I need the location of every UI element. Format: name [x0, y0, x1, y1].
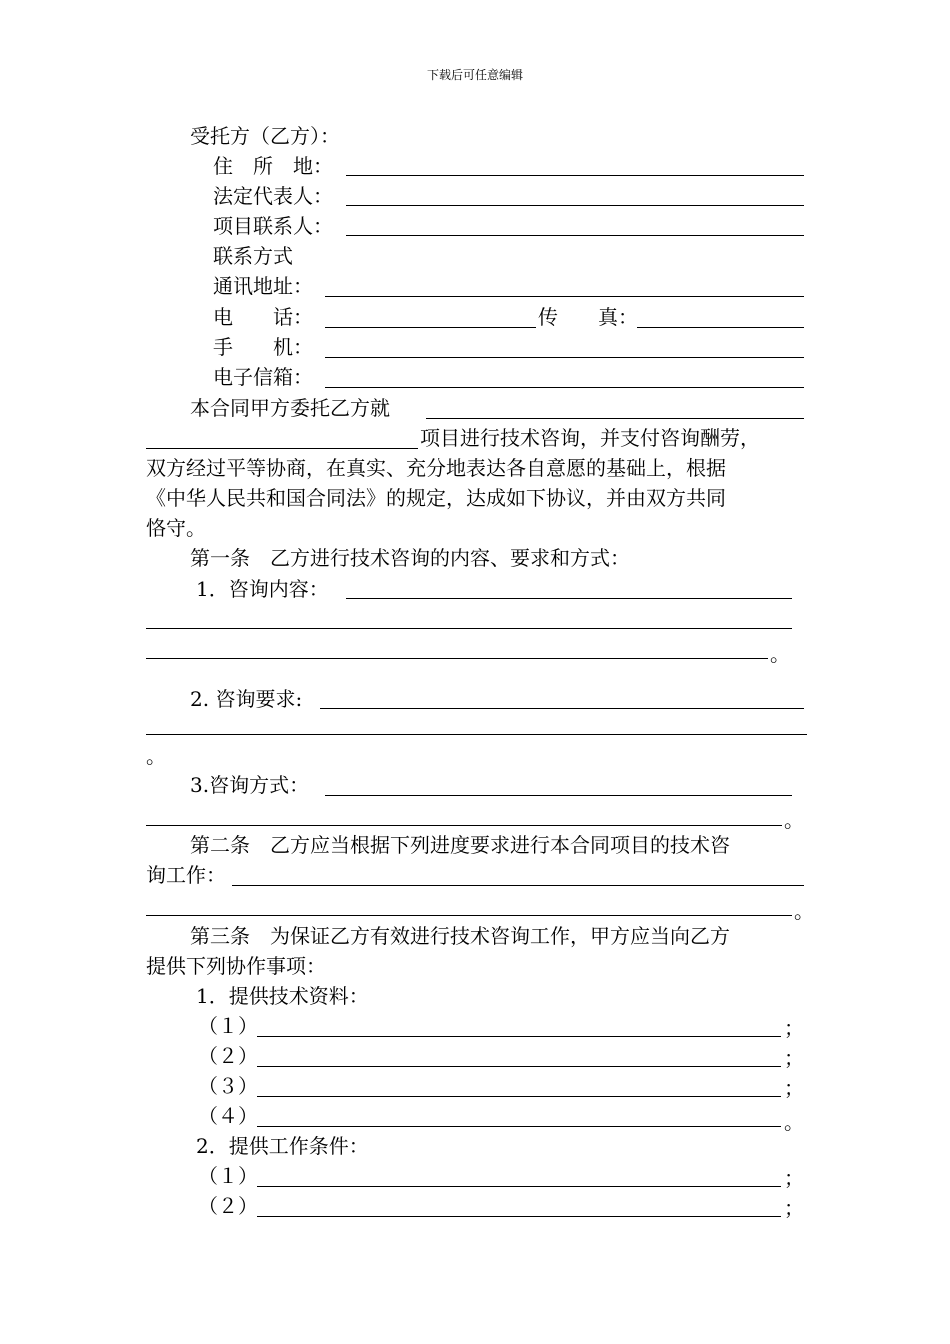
email-line: [325, 387, 804, 388]
phone-line: [325, 327, 536, 328]
requirement-line-1: [320, 708, 804, 709]
mailing-address-label: 通讯地址：: [213, 274, 313, 298]
address-line: [346, 175, 804, 176]
work-item-2-label: （２）: [198, 1194, 258, 1218]
tech-item-4-period: 。: [784, 1110, 804, 1134]
tech-item-3-line: [257, 1096, 781, 1097]
work-conditions-label: 2．提供工作条件：: [196, 1134, 369, 1158]
fax-label: 传 真：: [538, 305, 638, 329]
schedule-line-2: [146, 915, 792, 916]
content-line-1: [346, 598, 792, 599]
party-b-title: 受托方（乙方）：: [190, 124, 340, 148]
requirement-label: 2. 咨询要求:: [190, 687, 303, 711]
project-contact-label: 项目联系人：: [213, 214, 333, 238]
tech-item-3-semicolon: ；: [784, 1076, 804, 1100]
phone-label: 电 话：: [213, 305, 313, 329]
tech-item-2-semicolon: ；: [784, 1046, 804, 1070]
method-period: 。: [784, 808, 804, 832]
article2-line2: 询工作：: [146, 863, 226, 887]
address-label: 住 所 地：: [213, 154, 333, 178]
mobile-line: [325, 357, 804, 358]
article2-line1: 第二条 乙方应当根据下列进度要求进行本合同项目的技术咨: [190, 833, 730, 857]
tech-materials-label: 1．提供技术资料：: [196, 984, 369, 1008]
intro-line1: 本合同甲方委托乙方就: [190, 396, 390, 420]
tech-item-1-line: [257, 1036, 781, 1037]
tech-item-1-label: （１）: [198, 1014, 258, 1038]
work-item-2-semicolon: ；: [784, 1196, 804, 1220]
article1-title: 第一条 乙方进行技术咨询的内容、要求和方式：: [190, 546, 630, 570]
work-item-1-line: [257, 1186, 781, 1187]
project-name-line-2: [146, 448, 418, 449]
contact-method-label: 联系方式: [213, 244, 293, 268]
requirement-line-2: [146, 734, 807, 735]
tech-item-4-line: [257, 1126, 781, 1127]
method-line-1: [325, 795, 792, 796]
legal-rep-line: [346, 205, 804, 206]
fax-line: [637, 327, 804, 328]
method-line-2: [146, 825, 782, 826]
schedule-line-1: [232, 885, 804, 886]
tech-item-2-label: （２）: [198, 1044, 258, 1068]
tech-item-2-line: [257, 1066, 781, 1067]
tech-item-3-label: （３）: [198, 1074, 258, 1098]
intro-line2: 项目进行技术咨询，并支付咨询酬劳，: [420, 426, 760, 450]
intro-line5: 恪守。: [146, 516, 206, 540]
schedule-period: 。: [794, 899, 814, 923]
work-item-2-line: [257, 1216, 781, 1217]
article3-line1: 第三条 为保证乙方有效进行技术咨询工作，甲方应当向乙方: [190, 924, 730, 948]
intro-line3: 双方经过平等协商，在真实、充分地表达各自意愿的基础上，根据: [146, 456, 726, 480]
requirement-period: 。: [146, 744, 166, 768]
article3-line2: 提供下列协作事项：: [146, 954, 326, 978]
project-contact-line: [346, 235, 804, 236]
work-item-1-semicolon: ；: [784, 1166, 804, 1190]
content-label: 1．咨询内容：: [196, 577, 329, 601]
email-label: 电子信箱：: [213, 365, 313, 389]
method-label: 3.咨询方式：: [190, 773, 310, 797]
mobile-label: 手 机：: [213, 335, 313, 359]
tech-item-4-label: （４）: [198, 1104, 258, 1128]
content-period: 。: [770, 642, 790, 666]
mailing-address-line: [325, 296, 804, 297]
tech-item-1-semicolon: ；: [784, 1016, 804, 1040]
content-line-2: [146, 628, 792, 629]
content-line-3: [146, 658, 768, 659]
work-item-1-label: （１）: [198, 1164, 258, 1188]
header-watermark: 下载后可任意编辑: [426, 68, 523, 82]
project-name-line-1: [426, 418, 804, 419]
intro-line4: 《中华人民共和国合同法》的规定，达成如下协议，并由双方共同: [146, 486, 726, 510]
legal-rep-label: 法定代表人：: [213, 184, 333, 208]
